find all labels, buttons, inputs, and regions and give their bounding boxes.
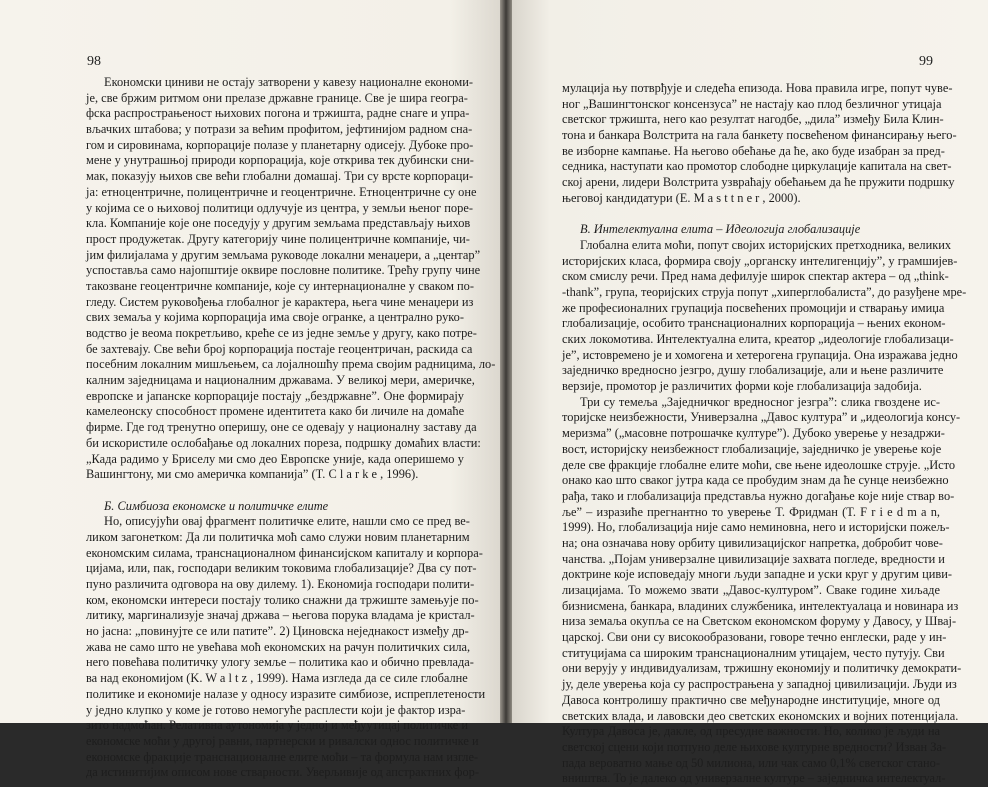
text-line: Култура Давоса је, дакле, од пресудне важности. Но, колико је људи на [562, 724, 940, 739]
text-line: вљачких штабова; у потрази за већим профитом, јефтинијом радном сна- [86, 122, 473, 137]
text-line: торијске неизбежности, Универзална „Давос култура” и „идеологија консу- [562, 410, 961, 425]
text-line: ликом загонетком: Да ли политичка моћ само служи новим планетарним [86, 529, 470, 544]
section-heading: В. Интелектуална елита – Идеологија глобализације [580, 222, 861, 237]
text-line: светског тржишта, него као резултат нагодбе, „дила” између Била Клин- [562, 112, 944, 127]
text-line: посебним локалним мишљењем, са лојалношћу према својим радницима, ло- [86, 357, 496, 372]
text-line: успоставља само најопштије оквире пословне политике. Трећу групу чине [86, 263, 481, 278]
text-line: деле све фракције глобалне елите моћи, све њене идеолошке струје. „Исто [562, 457, 956, 472]
text-line: је”, истовремено је и хомогена и хетерогена групација. Она изражава једно [562, 347, 958, 362]
text-line: кла. Компаније које оне поседују у другим земљама представљају њихов [86, 216, 471, 231]
text-line: би искористиле ослобађање од локалних пореза, подршку домаћих власти: [86, 435, 481, 450]
text-line: ституцијама са широким транснационалним утицајем, често путују. Сви [562, 645, 945, 660]
text-line: ских локомотива. Интелектуална елита, креатор „идеологије глобализаци- [562, 332, 954, 346]
text-line: ја: етноцентричне, полицентричне и геоцентричне. Етноцентричне су оне [86, 184, 477, 199]
text-line: у једно клупко у коме је готово немогуће расплести који је фактор изра- [86, 702, 466, 717]
text-line: његовој кандидатури (E. M a s t t n e r , 2000). [562, 190, 801, 205]
text-line: царској. Сви они су високообразовани, говоре течно енглески, раде у ин- [562, 630, 947, 645]
text-line: низа земаља окупља се на Светском економском форуму у Давосу, у Швај- [562, 614, 957, 629]
text-line: вост, историјску неизбежност глобализације, заједничко је уверење које [562, 441, 942, 456]
text-line: Но, описујући овај фрагмент политичке елите, нашли смо се пред ве- [104, 514, 470, 529]
text-line [86, 483, 464, 499]
text-line: бе захтевају. Све већи број корпорација постаје геоцентричан, раскида са [86, 341, 473, 356]
text-line: верзије, промотор је различитих форми које глобализација задобија. [562, 379, 922, 394]
text-line: Три су темеља „Заједничког вредносног језгра”: слика гвоздене ис- [580, 394, 940, 409]
text-line: Глобална елита моћи, попут својих историјских претходника, великих [580, 237, 952, 252]
text-line: камелеонску способност промене идентитета како би личиле на домаће [86, 404, 465, 419]
text-line: чанства. „Појам универзалне цивилизације захвата погледе, вредности и [562, 551, 945, 566]
text-line: Вашингтону, ми смо америчка компанија” (T. C l a r k e , 1996). [86, 467, 419, 482]
page-number-left: 98 [87, 54, 101, 69]
text-line: тона и банкара Волстрита на гала банкету посвећеном финансирању њего- [562, 128, 957, 143]
page-number-right: 99 [919, 54, 933, 69]
text-line: мулација њу потврђује и следећа епизода. Нова правила игре, попут чуве- [562, 81, 953, 95]
text-line: ском смислу речи. Пред нама дефилује широк спектар актера – од „think- [562, 269, 949, 284]
text-line: ком, економски интереси постају толико снажни да тржиште замењује по- [86, 592, 479, 607]
text-line: светских влада, и лавовски део светских економских и војних потенцијала. [562, 708, 959, 723]
text-line: Економски циниви не остају затворени у кавезу националне економи- [104, 75, 473, 89]
text-line: европске и јапанске корпорације постају „бездржавне”. Оне формирају [86, 388, 464, 403]
text-line: је, све бржим ритмом они прелазе државне границе. Све је шира геогра- [86, 90, 468, 105]
text-line: пада вероватно мање од 50 милиона, или чак само 0,1% светског стано- [562, 755, 940, 770]
text-line: гледу. Систем руковођења глобалног је карактера, њега чине менаџери из [86, 294, 474, 309]
text-line: економске моћи у другој равни, партнерски и ривалски однос политичке и [86, 733, 479, 748]
text-line: бизнисмена, банкара, владиних службеника, интелектуалаца и новинара из [562, 598, 959, 613]
text-line: они верују у индивидуализам, тржишну економију и политичку демократи- [562, 661, 962, 676]
text-line: калним заједницама и националним државама. У великој мери, америчке, [86, 373, 475, 388]
text-line: фирме. Где год тренутно оперишу, оне се одевају у националну заставу да [86, 420, 477, 435]
text-line: но јасна: „повинујте се или патите”. 2) Циновска неједнакост између др- [86, 624, 469, 639]
text-line: меризма” („масовне потрошачке културе”). Дубоко уверење у незадржи- [562, 426, 945, 441]
book-gutter [500, 0, 512, 723]
text-line: ској арени, лидери Волстрита узвраћају обећањем да ће пружити подршку [562, 175, 955, 190]
text-line: мак, показују њихов све већи глобални домашај. Три су врсте корпораци- [86, 169, 474, 184]
text-line: свих земаља у којима корпорација има своје огранке, а централно руко- [86, 310, 464, 325]
text-line: ва над економијом (K. W a l t z , 1999). Нама изгледа да се силе глобалне [86, 671, 468, 686]
text-line: жава не само што не увећава моћ економских на рачун политичких сила, [86, 639, 471, 654]
text-line: него повећава политичку улогу земље – политика као и обично превлада- [86, 655, 474, 670]
right-page-text [562, 81, 967, 787]
text-line: ног „Вашингтонског консензуса” не настају као плод безличног утицаја [562, 96, 942, 111]
text-line: да истинитијим описом нове стварности. Уверљивије од апстрактних фор- [86, 765, 479, 780]
text-line: ље” – изразиће прегнантно то уверење T. Фридман (T. F r i e d m a n, [562, 504, 940, 519]
text-line: вништва. То је далеко од универзалне културе – заједничка интелектуал- [562, 771, 946, 786]
text-line: пуно различита одговора на ову дилему. 1). Економија господари полити- [86, 577, 475, 591]
text-line: цијама, или, пак, господари великим токовима глобализације? Два су пот- [86, 561, 477, 576]
text-line: литику, маргинализује значај државa – његова порука владама је кристал- [86, 608, 475, 623]
section-heading: Б. Симбиоза економске и политичке елите [104, 498, 329, 513]
text-line: глобализације, особито транснационалних корпорација – њених економ- [562, 316, 946, 331]
text-line: зито надмоћан. Релативна аутономија у једној и међуутицај политичке и [86, 718, 468, 733]
text-line: мене у унутрашњој природи корпорација, које открива тек дубински сни- [86, 153, 474, 168]
text-line: онако као што сваког јутра када се пробудим знам да ће сунце неизбежно [562, 473, 949, 488]
text-line: фска распрострањеност њихових погона и тржишта, радне снаге и упра- [86, 106, 470, 121]
text-line: „Када радимо у Бриселу ми смо део Европске уније, када оперишемо у [86, 451, 464, 466]
text-line: на; она означава нову орбиту цивилизацијског напретка, добробит чове- [562, 535, 943, 550]
text-line: прост продужетак. Другу категорију чине полицентричне компаније, чи- [86, 231, 470, 246]
left-page-text [86, 75, 496, 781]
text-line: историјских класа, формира своју „органску интелигенцију”, у грамшијев- [562, 253, 958, 268]
text-line: рађа, тако и глобализација представља нужно догађање које није ствар во- [562, 488, 955, 503]
text-line: економским силама, транснационалном финансијском капиталу и корпора- [86, 545, 483, 560]
text-line: економске фракције транснационалне елите моћи – та формула нам изгле- [86, 749, 479, 764]
text-line: лизацијама. То можемо звати „Давос-културом”. Сваке године хиљаде [562, 583, 940, 597]
text-line: такозване геоцентричне компаније, које су интернационалне у сваком по- [86, 278, 474, 293]
text-line: Давоса контролишу практично све међународне институције, многе од [562, 692, 940, 707]
text-line: политике и економије налазе у односу изразите симбиозе, испреплетености [86, 686, 486, 701]
text-line: светској сцени који потпуно деле њихове културне вредности? Изван За- [562, 739, 947, 754]
text-line: ју, деле уверења која су распрострањена у западној цивилизацији. Људи из [562, 677, 957, 692]
text-line: јим филијалама у другим земљама руководе локални менаџери, а „центар” [86, 247, 481, 262]
text-line: седника, наступати као промотор слободне циркулације капитала на свет- [562, 159, 952, 174]
right-page [512, 0, 988, 786]
text-line [562, 207, 940, 223]
text-line: же професионалних групација посвећених промоцији и стварању имиџа [562, 300, 945, 315]
text-line: у којима се о њиховој политици одлучује из центра, у земљи њеног поре- [86, 200, 473, 215]
text-line: -thank”, група, теоријских струја попут „хиперглобалиста”, до разуђене мре- [562, 284, 967, 299]
text-line: гом и сировинама, корпорације полазе у планетарну одисеју. Дубоке про- [86, 137, 474, 152]
text-line: доктрине које исповедају многи људи западне и уски круг у другим циви- [562, 567, 952, 582]
text-line: ве изборне кампање. На његово обећање да ће, ако буде изабран за пред- [562, 143, 945, 158]
text-line: водство је веома покретљиво, креће се из једне земље у другу, како потре- [86, 326, 477, 340]
text-line: заједничко вредносно језгро, душу глобализације, али и њене различите [562, 363, 944, 378]
text-line: 1999). Но, глобализација није само неминовна, него и историјски пожељ- [562, 520, 950, 535]
